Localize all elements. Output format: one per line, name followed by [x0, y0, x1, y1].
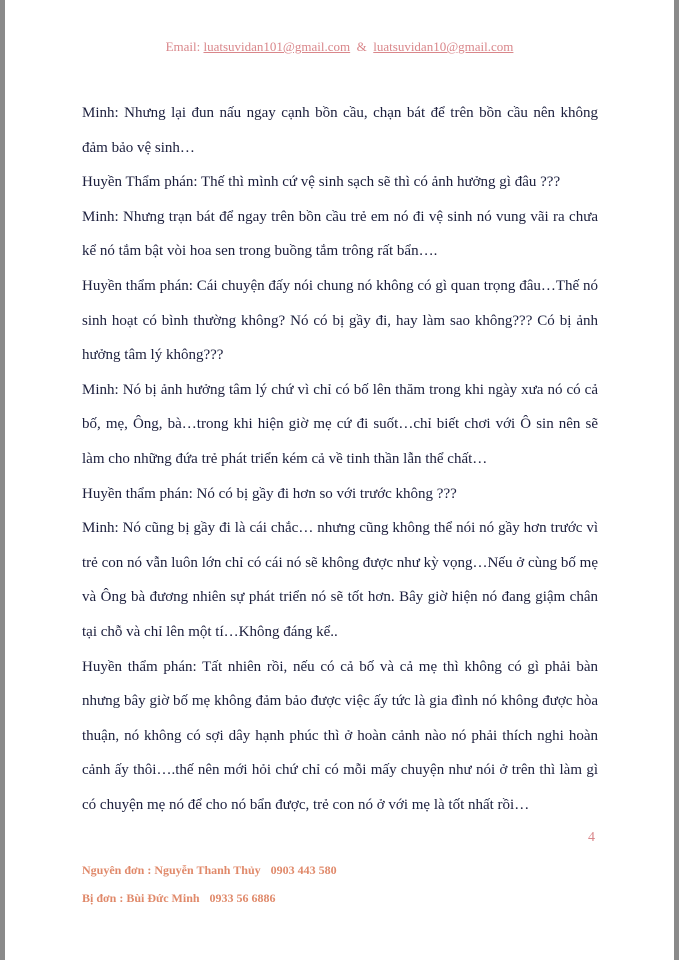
page-header [0, 39, 679, 55]
document-body [82, 96, 598, 822]
paragraph: Huyền thẩm phán: Cái chuyện đấy nói chung nó không có gì quan trọng đâu…Thế nó sinh hoạt có bình thường không? Nó có bị gầy đi, hay làm sao không??? Có bị ảnh hưởng tâm lý không??? [82, 277, 598, 364]
paragraph: Huyền thẩm phán: Tất nhiên rồi, nếu có cả bố và cả mẹ thì không có gì phải bàn nhưng bây giờ bố mẹ không đảm bảo được việc ấy tức là gia đình nó không được hòa thuận, nó không có sợi dây hạnh phúc thì ở hoàn cảnh nào nó phải thích nghi hoàn cảnh ấy thôi….thế nên mới hỏi chứ chỉ có mỗi mấy chuyện như nói ở trên thì làm gì có chuyện mẹ nó để cho nó bẩn được, trẻ con nó ở với mẹ là tốt nhất rồi… [82, 658, 598, 813]
plaintiff-phone: 0903 443 580 [270, 863, 337, 877]
footer-defendant [82, 891, 276, 906]
defendant-phone: 0933 56 6886 [209, 891, 276, 905]
paragraph: Huyền thẩm phán: Nó có bị gầy đi hơn so với trước không ??? [82, 485, 457, 502]
plaintiff-label: Nguyên đơn : Nguyễn Thanh Thủy [82, 863, 261, 877]
page-number: 4 [588, 830, 595, 845]
email-separator: & [356, 39, 367, 54]
email-link-2[interactable]: luatsuvidan10@gmail.com [373, 39, 514, 54]
paragraph: Minh: Nó cũng bị gầy đi là cái chắc… nhưng cũng không thể nói nó gầy hơn trước vì trẻ con nó vẫn luôn lớn chỉ có cái nó sẽ không được như kỳ vọng…Nếu ở cùng bố mẹ và Ông bà đương nhiên sự phát triển nó sẽ tốt hơn. Bây giờ hiện nó đang giậm chân tại chỗ và chỉ lên một tí…Không đáng kể.. [82, 520, 598, 640]
defendant-label: Bị đơn : Bùi Đức Minh [82, 891, 200, 905]
page-edge-right [674, 0, 679, 960]
paragraph: Minh: Nhưng lại đun nấu ngay cạnh bồn cầu, chạn bát để trên bồn cầu nên không đảm bảo vệ sinh… [82, 105, 598, 156]
paragraph: Minh: Nhưng trạn bát để ngay trên bồn cầu trẻ em nó đi vệ sinh nó vung vãi ra chưa kể nó tắm bật vòi hoa sen trong buồng tắm trông rất bẩn…. [82, 208, 598, 260]
paragraph: Huyền Thẩm phán: Thế thì mình cứ vệ sinh sạch sẽ thì có ảnh hưởng gì đâu ??? [82, 174, 561, 191]
email-label: Email: [165, 39, 201, 54]
email-link-1[interactable]: luatsuvidan101@gmail.com [203, 39, 351, 54]
page-edge-left [0, 0, 5, 960]
footer-plaintiff [82, 863, 337, 878]
paragraph: Minh: Nó bị ảnh hưởng tâm lý chứ vì chỉ có bố lên thăm trong khi ngày xưa nó có cả bố, mẹ, Ông, bà…trong khi hiện giờ mẹ cứ đi suốt…chỉ biết chơi với Ô sin nên sẽ làm cho những đứa trẻ phát triển kém cả về tinh thần lẫn thể chất… [82, 381, 598, 467]
